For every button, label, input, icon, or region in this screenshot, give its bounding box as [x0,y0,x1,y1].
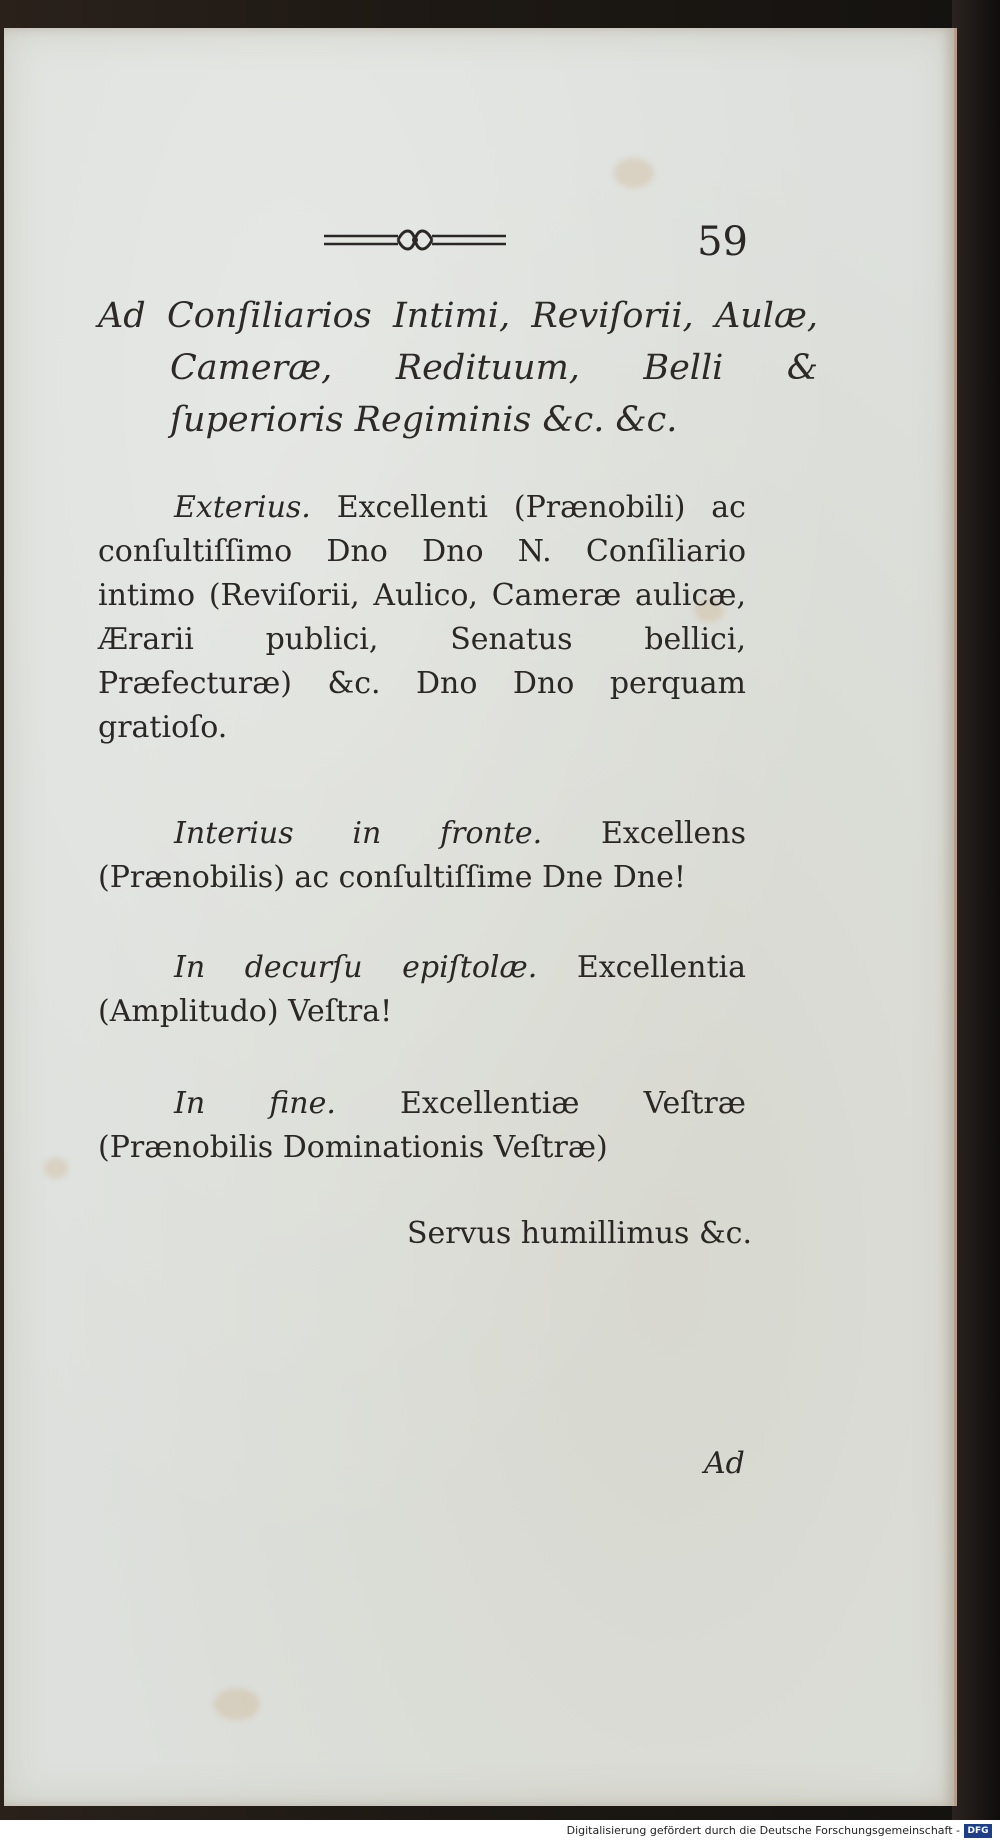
paragraph-lead: Exterius. [174,490,311,525]
section-heading: Ad Conſiliarios Intimi, Reviſorii, Aulæ, Cameræ, Redituum, Belli & ſuperioris Regiminis &c. &c. [98,296,818,440]
closing-signature: Servus humillimus &c. [406,1216,752,1251]
foxing-spot [44,1158,68,1178]
paragraph-text: Excellens (Prænobilis) ac conſultiſſime Dne Dne! [98,816,746,895]
paragraph-text: Excellentia (Amplitudo) Veſtra! [98,950,746,1029]
paragraph-decursu [98,946,746,1034]
dfg-logo-icon: DFG [964,1824,992,1838]
paragraph-exterius [98,486,746,750]
paragraph-fine [98,1082,746,1170]
paragraph-lead: In decurſu epiſtolæ. [174,950,538,985]
foxing-spot [614,158,654,188]
page-header [320,219,748,265]
scan-edge [952,0,1000,1842]
paragraph-text: Excellentiæ Veſtræ (Prænobilis Dominationis Veſtræ) [98,1086,746,1165]
paragraph-lead: Interius in fronte. [174,816,543,851]
paragraph-interius [98,812,746,900]
page-number: 59 [697,219,748,265]
foxing-spot [214,1688,260,1720]
paragraph-lead: In fine. [174,1086,336,1121]
printer-ornament-icon [320,222,510,262]
paragraph-text: Excellenti (Prænobili) ac conſultiſſimo Dno Dno N. Conſiliario intimo (Reviſorii, Aulico, Cameræ aulicæ, Ærarii publici, Senatus bellici, Præfecturæ) &c. Dno Dno perquam gratioſo. [98,490,746,745]
footer-credit: Digitalisierung gefördert durch die Deutsche Forschungsgemeinschaft - [566,1824,960,1837]
catchword: Ad [704,1446,745,1481]
